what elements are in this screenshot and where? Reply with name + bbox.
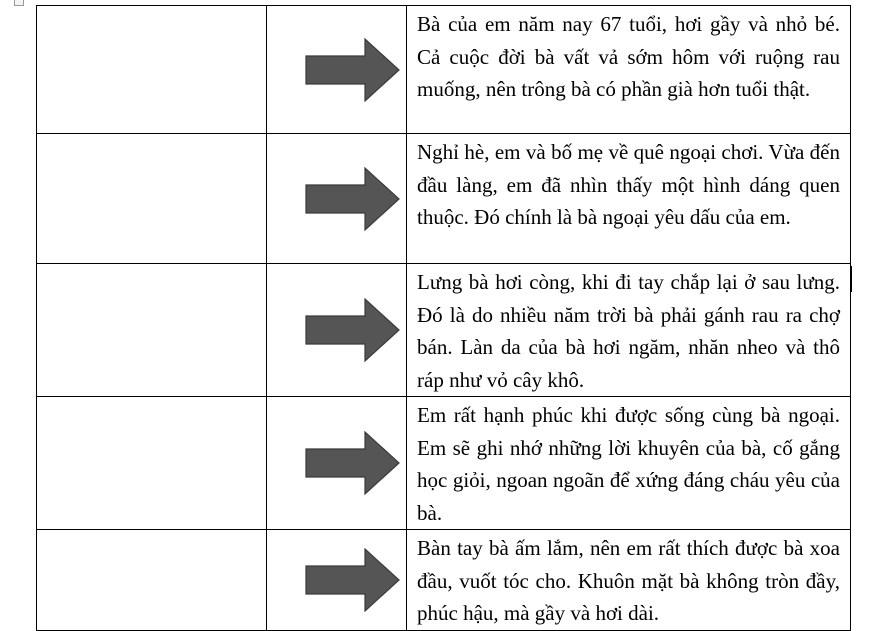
- paragraph-cell: Bà của em năm nay 67 tuổi, hơi gầy và nhỏ bé. Cả cuộc đời bà vất vả sớm hôm với ruộng rau muống, nên trông bà có phần già hơn tuổi thật.: [407, 6, 851, 134]
- table-row: [37, 6, 851, 134]
- answer-cell[interactable]: [37, 530, 267, 631]
- table-row: [37, 530, 851, 631]
- right-arrow-icon: [305, 298, 400, 362]
- right-arrow-icon: [305, 38, 400, 102]
- paragraph-cell: Bàn tay bà ấm lắm, nên em rất thích được bà xoa đầu, vuốt tóc cho. Khuôn mặt bà không tròn đầy, phúc hậu, mà gầy và hơi dài.: [407, 530, 851, 631]
- answer-cell[interactable]: [37, 6, 267, 134]
- arrow-cell: [267, 530, 407, 631]
- right-arrow-icon: [305, 167, 400, 231]
- right-arrow-icon: [305, 431, 400, 495]
- table-move-handle[interactable]: [14, 0, 24, 6]
- answer-cell[interactable]: [37, 264, 267, 397]
- text-cursor: [850, 266, 852, 292]
- table-row: [37, 264, 851, 397]
- paragraph-cell: Nghỉ hè, em và bố mẹ về quê ngoại chơi. Vừa đến đầu làng, em đã nhìn thấy một hình dáng quen thuộc. Đó chính là bà ngoại yêu dấu của em.: [407, 134, 851, 264]
- arrow-cell: [267, 134, 407, 264]
- answer-cell[interactable]: [37, 397, 267, 530]
- table-row: [37, 134, 851, 264]
- arrow-cell: [267, 397, 407, 530]
- table-row: [37, 397, 851, 530]
- right-arrow-icon: [305, 548, 400, 612]
- worksheet-table: [36, 5, 851, 631]
- paragraph-cell: Em rất hạnh phúc khi được sống cùng bà ngoại. Em sẽ ghi nhớ những lời khuyên của bà, cố gắng học giỏi, ngoan ngoãn để xứng đáng cháu yêu của bà.: [407, 397, 851, 530]
- arrow-cell: [267, 264, 407, 397]
- arrow-cell: [267, 6, 407, 134]
- paragraph-cell: Lưng bà hơi còng, khi đi tay chắp lại ở sau lưng. Đó là do nhiều năm trời bà phải gánh rau ra chợ bán. Làn da của bà hơi ngăm, nhăn nheo và thô ráp như vỏ cây khô.: [407, 264, 851, 397]
- answer-cell[interactable]: [37, 134, 267, 264]
